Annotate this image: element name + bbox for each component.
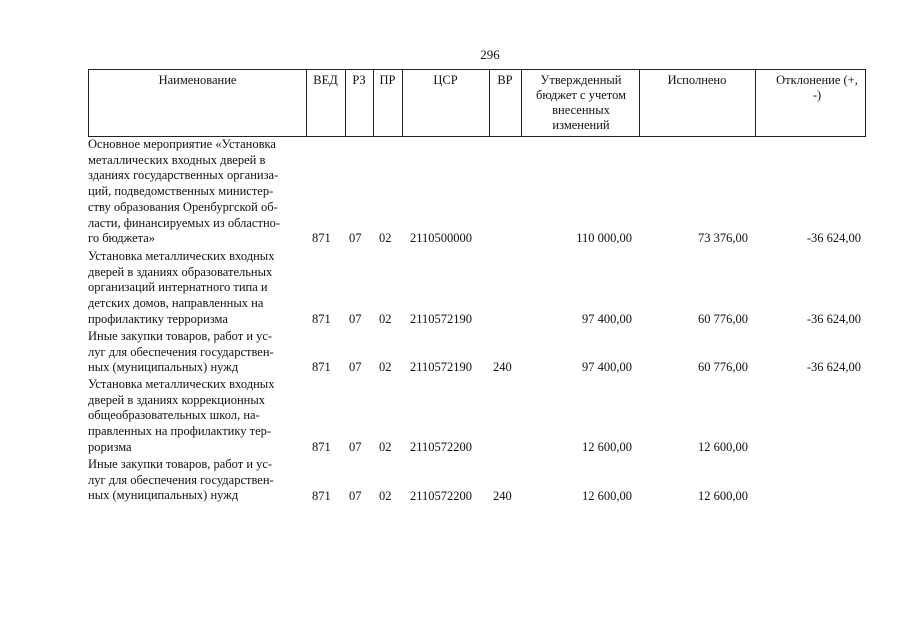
row-name: Установка металлических входных дверей в зданиях образовательных организаций интернатного типа и детских домов, направленных на профилактику терроризма	[88, 249, 275, 326]
row-deviation: -36 624,00	[806, 312, 861, 327]
table-row	[88, 249, 868, 328]
row-vr: 240	[493, 360, 512, 375]
row-csr: 2110572190	[410, 360, 473, 375]
table-row	[88, 329, 868, 376]
row-rz: 07	[349, 360, 362, 375]
row-csr: 2110500000	[410, 231, 473, 246]
row-done: 12 600,00	[698, 440, 748, 455]
row-ved: 871	[312, 489, 331, 504]
row-done: 73 376,00	[698, 231, 748, 246]
row-name: Иные закупки товаров, работ и ус- луг для обеспечения государствен- ных (муниципальных) нужд	[88, 457, 274, 503]
header-name: Наименование	[158, 73, 237, 87]
row-rz: 07	[349, 312, 362, 327]
row-name: Основное мероприятие «Установка металлических входных дверей в зданиях государственных организа- ций, подведомственных министер- ству образования Оренбургской об- ласти, финансируемых из областно- го бюджета»	[88, 137, 281, 246]
row-rz: 07	[349, 231, 362, 246]
row-deviation: -36 624,00	[806, 360, 861, 375]
row-approved: 97 400,00	[582, 360, 632, 375]
row-pr: 02	[379, 440, 392, 455]
table-row	[88, 377, 868, 456]
row-done: 60 776,00	[698, 360, 748, 375]
row-pr: 02	[379, 360, 392, 375]
table-row	[88, 457, 868, 505]
header-rz: РЗ	[352, 73, 366, 87]
row-pr: 02	[379, 231, 392, 246]
header-approved: Утвержденный бюджет с учетом внесенных изменений	[535, 73, 626, 132]
row-ved: 871	[312, 360, 331, 375]
row-csr: 2110572200	[410, 440, 473, 455]
row-vr: 240	[493, 489, 512, 504]
row-csr: 2110572200	[410, 489, 473, 504]
column-divider	[521, 70, 522, 136]
row-ved: 871	[312, 312, 331, 327]
row-rz: 07	[349, 489, 362, 504]
row-approved: 12 600,00	[582, 440, 632, 455]
row-csr: 2110572190	[410, 312, 473, 327]
row-approved: 12 600,00	[582, 489, 632, 504]
row-name: Установка металлических входных дверей в зданиях коррекционных общеобразовательных школ, на- правленных на профилактику тер- роризма	[88, 377, 275, 454]
row-approved: 97 400,00	[582, 312, 632, 327]
row-approved: 110 000,00	[576, 231, 632, 246]
row-deviation: -36 624,00	[806, 231, 861, 246]
row-rz: 07	[349, 440, 362, 455]
header-ved: ВЕД	[313, 73, 338, 87]
page-number: 296	[480, 47, 500, 62]
row-name: Иные закупки товаров, работ и ус- луг для обеспечения государствен- ных (муниципальных) нужд	[88, 329, 274, 375]
table-row	[88, 137, 868, 247]
row-done: 60 776,00	[698, 312, 748, 327]
table-header	[88, 69, 866, 137]
header-done: Исполнено	[667, 73, 727, 87]
row-ved: 871	[312, 231, 331, 246]
header-deviation: Отклонение (+, -)	[776, 73, 858, 102]
row-pr: 02	[379, 312, 392, 327]
row-done: 12 600,00	[698, 489, 748, 504]
header-pr: ПР	[379, 73, 396, 87]
header-vr: ВР	[497, 73, 513, 87]
row-pr: 02	[379, 489, 392, 504]
column-divider	[755, 70, 756, 136]
row-ved: 871	[312, 440, 331, 455]
header-csr: ЦСР	[433, 73, 458, 87]
